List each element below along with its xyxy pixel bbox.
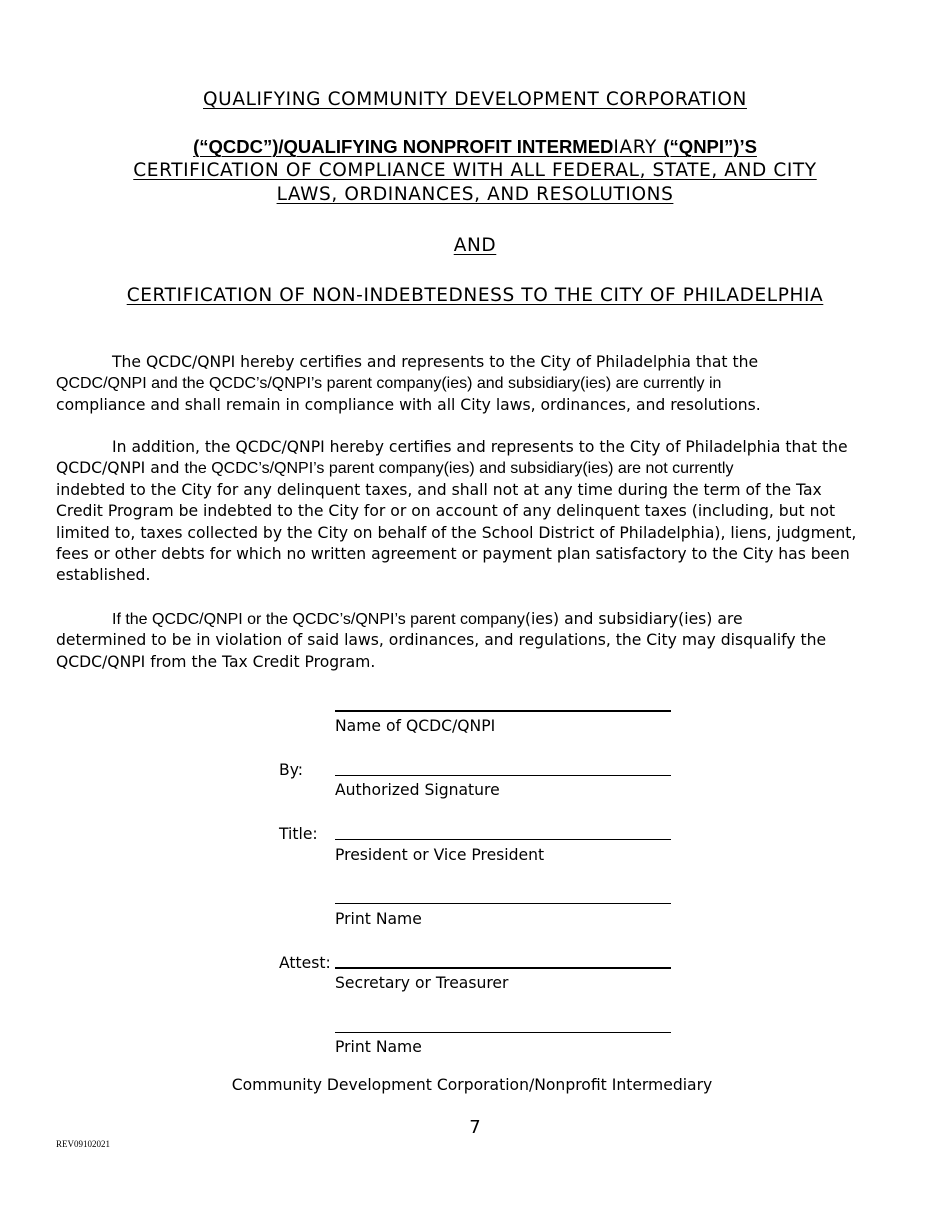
name-of-qcdc-label: Name of QCDC/QNPI bbox=[335, 717, 496, 735]
print-name-label-1: Print Name bbox=[335, 910, 422, 928]
heading-line-1 bbox=[0, 89, 950, 110]
p3-line-2: determined to be in violation of said laws, ordinances, and regulations, the City may disqualify the bbox=[56, 631, 827, 650]
heading-iary: IARY bbox=[613, 137, 664, 158]
heading-line-2 bbox=[0, 136, 950, 158]
heading-line-3-text: CERTIFICATION OF COMPLIANCE WITH ALL FEDERAL, STATE, AND CITY bbox=[133, 160, 817, 181]
president-label: President or Vice President bbox=[335, 846, 545, 864]
p2-line-3: indebted to the City for any delinquent taxes, and shall not at any time during the term of the Tax bbox=[56, 480, 822, 499]
attest-signature-line[interactable] bbox=[335, 967, 671, 969]
print-name-label-2: Print Name bbox=[335, 1038, 422, 1056]
heading-line-5-text: CERTIFICATION OF NON-INDEBTEDNESS TO THE CITY OF PHILADELPHIA bbox=[126, 285, 824, 306]
p2-line-4: Credit Program be indebted to the City for or on account of any delinquent taxes (including, but not bbox=[56, 502, 836, 521]
heading-qcdc-bold: (“QCDC”)/QUALIFYING NONPROFIT INTERMED bbox=[193, 136, 614, 157]
print-name-line-2[interactable] bbox=[335, 1032, 671, 1033]
heading-line-5 bbox=[0, 285, 950, 306]
attest-label: Attest: bbox=[279, 954, 331, 972]
p2-line-6: fees or other debts for which no written agreement or payment plan satisfactory to the City has been bbox=[56, 545, 850, 564]
p2-line-1: In addition, the QCDC/QNPI hereby certifies and represents to the City of Philadelphia that the bbox=[112, 438, 848, 456]
title-signature-line[interactable] bbox=[335, 839, 671, 840]
authorized-signature-line[interactable] bbox=[335, 775, 671, 776]
revision-code: REV09102021 bbox=[56, 1139, 110, 1149]
p2-line-5: limited to, taxes collected by the City on behalf of the School District of Philadelphia), liens, judgment, bbox=[56, 523, 857, 542]
p1-line-1: The QCDC/QNPI hereby certifies and represents to the City of Philadelphia that the bbox=[112, 353, 759, 371]
p1-line-2: QCDC/QNPI and the QCDC’s/QNPI’s parent company(ies) and subsidiary(ies) are currently in bbox=[56, 375, 722, 393]
page-number: 7 bbox=[469, 1117, 481, 1138]
paragraph-disqualification bbox=[56, 609, 890, 673]
heading-and bbox=[0, 235, 950, 256]
heading-line-4 bbox=[0, 184, 950, 205]
title-label: Title: bbox=[279, 825, 318, 843]
p2-line-7: established. bbox=[56, 566, 151, 585]
authorized-signature-label: Authorized Signature bbox=[335, 781, 500, 799]
heading-line-3 bbox=[0, 160, 950, 181]
p2-line-2b: the QCDC’s/QNPI’s parent company(ies) and subsidiary(ies) are not currently bbox=[184, 460, 734, 478]
p1-line-3: compliance and shall remain in compliance with all City laws, ordinances, and resolutions. bbox=[56, 395, 761, 414]
heading-line-1-text: QUALIFYING COMMUNITY DEVELOPMENT CORPORATION bbox=[203, 89, 747, 110]
footer-organization: Community Development Corporation/Nonprofit Intermediary bbox=[231, 1076, 713, 1094]
paragraph-compliance bbox=[56, 352, 890, 416]
by-label: By: bbox=[279, 761, 304, 779]
p3-line-3: QCDC/QNPI from the Tax Credit Program. bbox=[56, 652, 376, 671]
heading-and-text: AND bbox=[453, 235, 497, 256]
p3-line-1b: (ies) and subsidiary(ies) are bbox=[524, 610, 743, 628]
heading-line-4-text: LAWS, ORDINANCES, AND RESOLUTIONS bbox=[276, 184, 674, 205]
p2-line-2a: QCDC/QNPI and bbox=[56, 459, 185, 478]
p3-line-1a: If the QCDC/QNPI or the QCDC’s/QNPI’s parent company bbox=[112, 611, 525, 628]
paragraph-non-indebtedness bbox=[56, 437, 890, 587]
heading-qnpi-bold: (“QNPI”)’S bbox=[663, 136, 757, 157]
secretary-label: Secretary or Treasurer bbox=[335, 974, 509, 992]
name-signature-line[interactable] bbox=[335, 710, 671, 712]
print-name-line-1[interactable] bbox=[335, 903, 671, 904]
